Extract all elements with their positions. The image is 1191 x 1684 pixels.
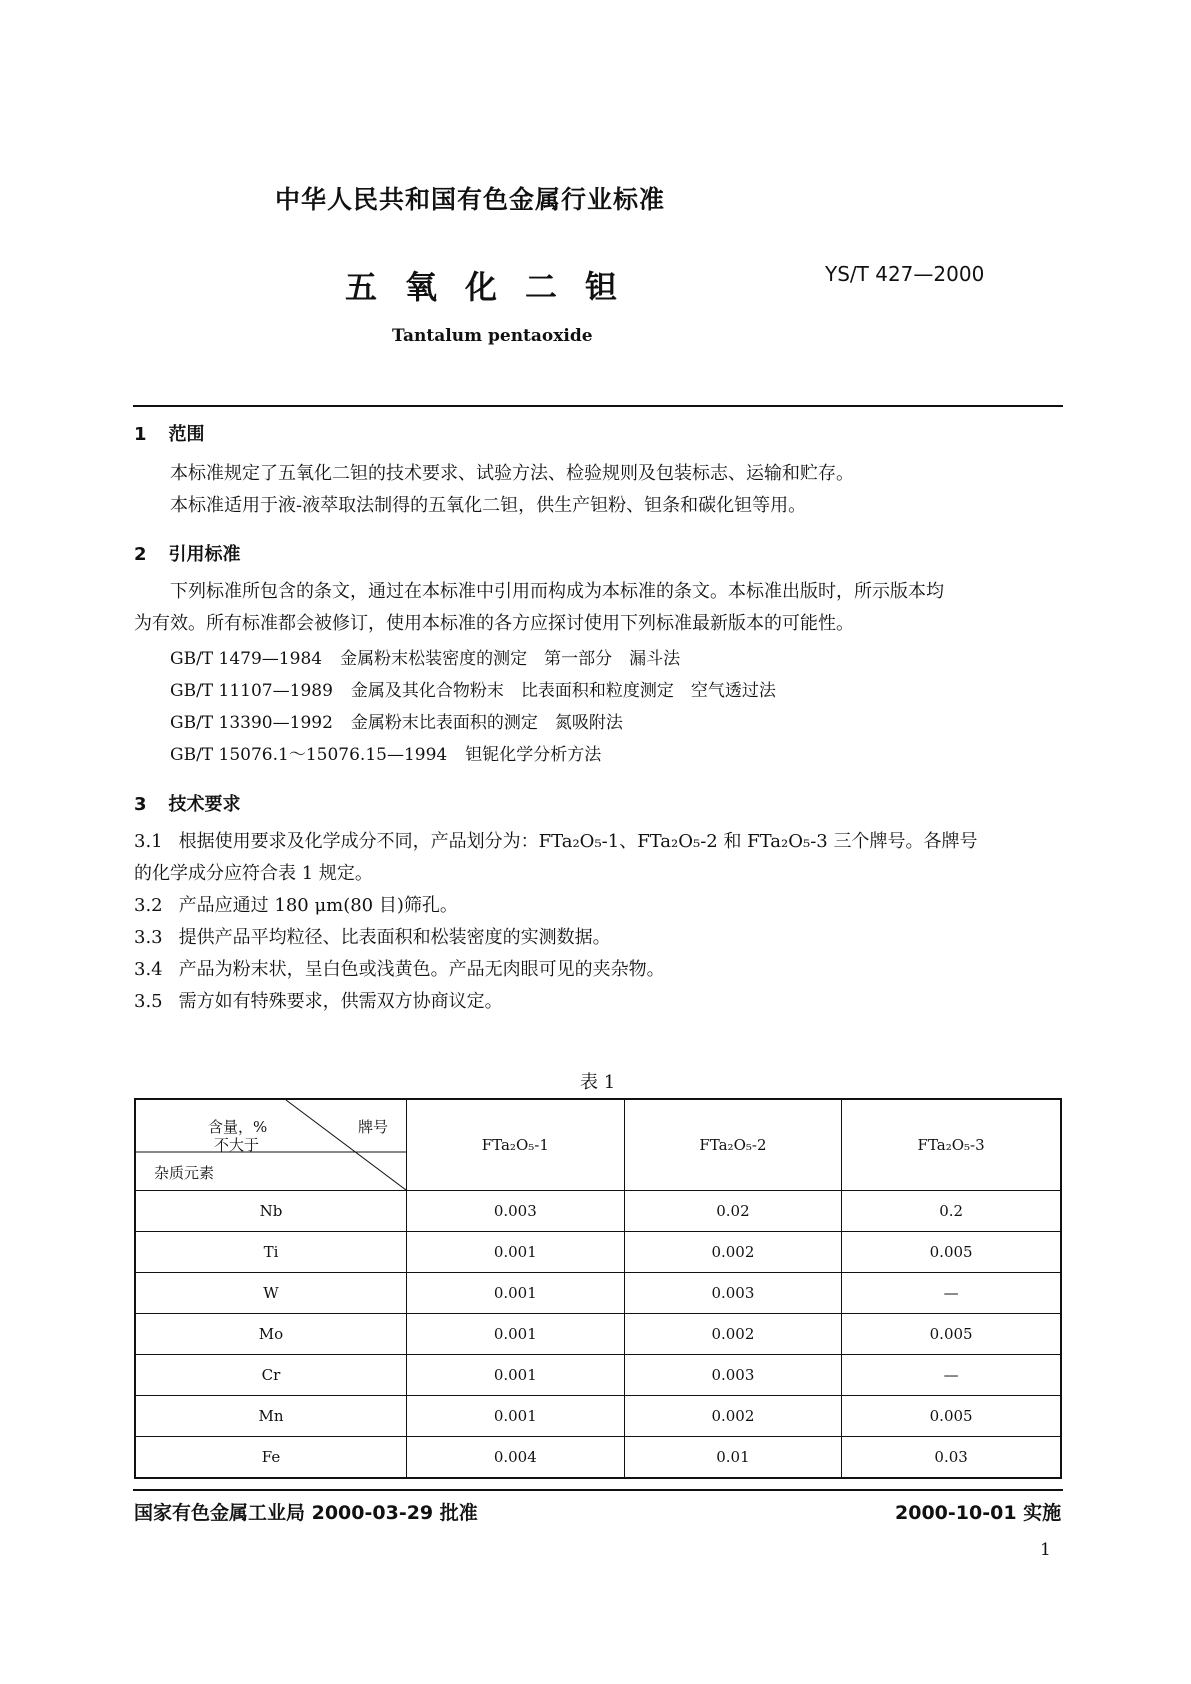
element-cell: Fe [135,1437,407,1479]
clause-continuation: 的化学成分应符合表 1 规定。 [134,863,373,884]
clause-number: 3.5 [134,991,163,1012]
value-cell: — [842,1273,1061,1314]
value-cell: 0.002 [624,1232,842,1273]
element-cell: Mn [135,1396,407,1437]
value-cell: 0.002 [624,1396,842,1437]
clause-number: 3.2 [134,895,163,916]
clause-3-3 [134,922,611,954]
value-cell: 0.004 [407,1437,625,1479]
clause-number: 3.4 [134,959,163,980]
reference-title: 金属粉末比表面积的测定 氮吸附法 [350,713,623,733]
reference-code: GB/T 15076.1～15076.15—1994 [170,745,448,765]
clause-text: 根据使用要求及化学成分不同，产品划分为：FTa₂O₅-1、FTa₂O₅-2 和 FTa₂O₅-3 三个牌号。各牌号 [178,831,978,852]
table-row [135,1437,1061,1479]
reference-item [170,740,601,765]
value-cell: 0.003 [624,1273,842,1314]
table-caption: 表 1 [580,1072,616,1093]
corner-content-label: 含量，% [208,1118,268,1136]
paragraph: 为有效。所有标准都会被修订，使用本标准的各方应探讨使用下列标准最新版本的可能性。 [134,613,854,634]
reference-item [170,708,623,733]
paragraph: 本标准规定了五氧化二钽的技术要求、试验方法、检验规则及包装标志、运输和贮存。 [170,463,854,484]
section-title: 引用标准 [168,544,241,565]
value-cell: 0.005 [842,1396,1061,1437]
value-cell: 0.002 [624,1314,842,1355]
clause-3-5 [134,986,503,1018]
clause-3-1 [134,826,977,858]
corner-element-label: 杂质元素 [154,1164,215,1182]
element-cell: Ti [135,1232,407,1273]
value-cell: 0.01 [624,1437,842,1479]
impurity-table [134,1098,1062,1479]
section-title: 技术要求 [168,794,241,815]
paragraph: 下列标准所包含的条文，通过在本标准中引用而构成为本标准的条文。本标准出版时，所示版本均 [170,581,944,602]
effective-date-line: 2000-10-01 实施 [895,1502,1062,1524]
clause-text: 产品应通过 180 μm(80 目)筛孔。 [178,895,458,916]
section-1-heading [134,420,205,446]
value-cell: 0.001 [407,1273,625,1314]
corner-not-more-label: 不大于 [214,1136,260,1154]
corner-grade-label: 牌号 [357,1118,388,1136]
document-title-en: Tantalum pentaoxide [392,326,593,346]
table-row [135,1273,1061,1314]
value-cell: 0.005 [842,1314,1061,1355]
table-row [135,1191,1061,1232]
standard-number: YS/T 427—2000 [825,262,985,286]
clause-3-2 [134,890,458,922]
table-row [135,1232,1061,1273]
value-cell: 0.2 [842,1191,1061,1232]
value-cell: 0.003 [407,1191,625,1232]
clause-number: 3.3 [134,927,163,948]
reference-item [170,644,680,669]
column-header: FTa₂O₅-3 [842,1099,1061,1191]
column-header: FTa₂O₅-2 [624,1099,842,1191]
industry-standard-heading: 中华人民共和国有色金属行业标准 [275,185,666,214]
section-3-heading [134,790,241,816]
value-cell: 0.003 [624,1355,842,1396]
value-cell: 0.001 [407,1314,625,1355]
clause-3-4 [134,954,665,986]
value-cell: 0.001 [407,1355,625,1396]
reference-title: 金属粉末松装密度的测定 第一部分 漏斗法 [340,649,681,669]
value-cell: 0.02 [624,1191,842,1232]
paragraph: 本标准适用于液-液萃取法制得的五氧化二钽，供生产钽粉、钽条和碳化钽等用。 [170,495,807,516]
clause-text: 提供产品平均粒径、比表面积和松装密度的实测数据。 [178,927,611,948]
document-title-zh: 五氧化二钽 [345,268,646,306]
value-cell: — [842,1355,1061,1396]
footer-divider [133,1489,1063,1491]
table-row [135,1355,1061,1396]
value-cell: 0.03 [842,1437,1061,1479]
element-cell: W [135,1273,407,1314]
page-number: 1 [1040,1540,1051,1560]
section-number: 2 [134,544,147,565]
table-row [135,1314,1061,1355]
table-row [135,1396,1061,1437]
reference-item [170,676,776,701]
section-number: 1 [134,424,147,445]
header-divider [133,405,1063,407]
table-header-row [135,1099,1061,1191]
clause-text: 产品为粉末状，呈白色或浅黄色。产品无肉眼可见的夹杂物。 [178,959,665,980]
approval-line: 国家有色金属工业局 2000-03-29 批准 [134,1502,478,1524]
table-corner-cell [135,1099,407,1191]
reference-code: GB/T 1479—1984 [170,649,323,669]
section-2-heading [134,540,241,566]
element-cell: Mo [135,1314,407,1355]
value-cell: 0.001 [407,1396,625,1437]
column-header: FTa₂O₅-1 [407,1099,625,1191]
section-title: 范围 [168,424,205,445]
section-number: 3 [134,794,147,815]
reference-title: 钽铌化学分析方法 [465,745,602,765]
reference-title: 金属及其化合物粉末 比表面积和粒度测定 空气透过法 [350,681,776,701]
clause-text: 需方如有特殊要求，供需双方协商议定。 [178,991,503,1012]
value-cell: 0.001 [407,1232,625,1273]
value-cell: 0.005 [842,1232,1061,1273]
reference-code: GB/T 13390—1992 [170,713,333,733]
clause-number: 3.1 [134,831,163,852]
element-cell: Nb [135,1191,407,1232]
element-cell: Cr [135,1355,407,1396]
reference-code: GB/T 11107—1989 [170,681,333,701]
